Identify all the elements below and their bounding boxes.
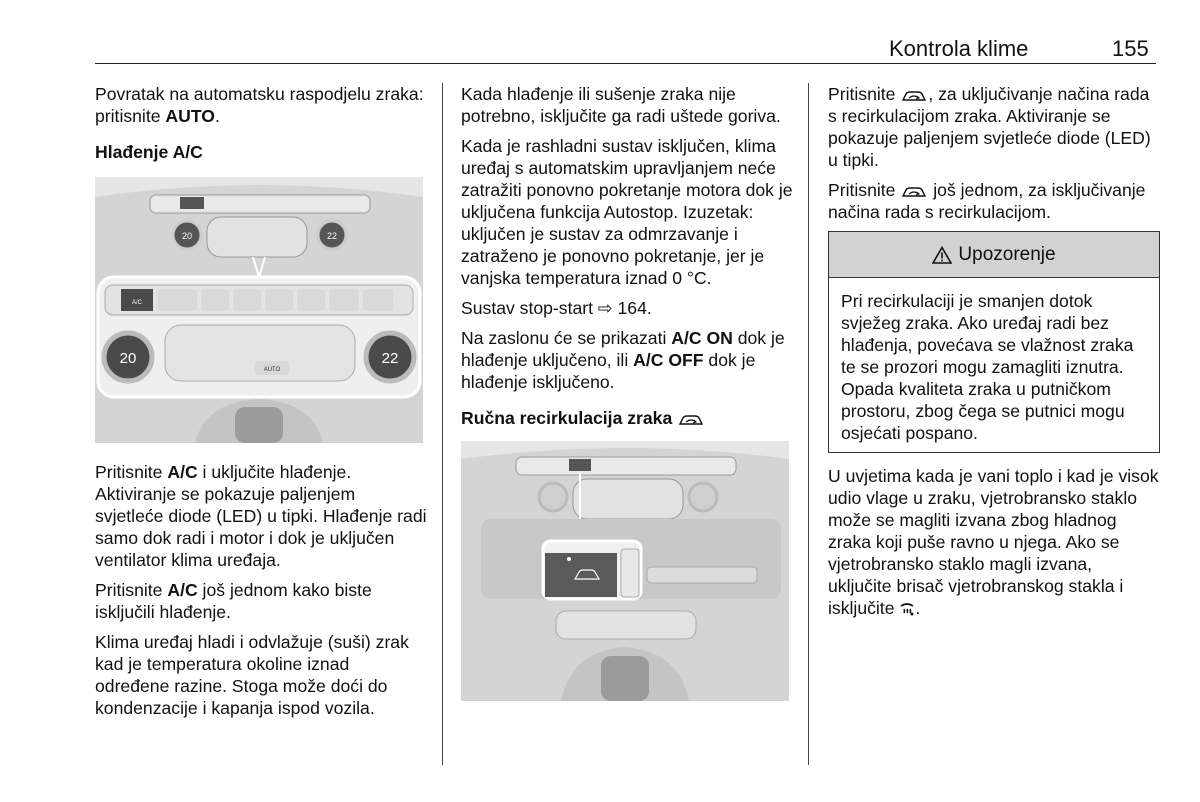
warning-title: Upozorenje <box>958 243 1056 265</box>
warning-header <box>829 232 1159 278</box>
left-temp-small: 20 <box>181 231 193 241</box>
column-2 <box>461 83 793 719</box>
warning-triangle-icon <box>932 246 952 264</box>
right-temp-small: 22 <box>326 231 338 241</box>
recirculation-icon <box>900 185 928 199</box>
column-divider <box>808 83 809 765</box>
windscreen-defrost-icon <box>899 601 915 617</box>
paragraph: Sustav stop-start ⇨ 164. <box>461 298 652 318</box>
paragraph: Pritisnite , za uključivanje načina rada s recirkulacijom zraka. Aktiviranje se pokazuje paljenjem svjetleće diode (LED) u tipki. <box>828 84 1151 170</box>
recirculation-icon <box>677 413 705 427</box>
recirculation-button-image <box>461 441 789 701</box>
paragraph: Kada hlađenje ili sušenje zraka nije potrebno, isključite ga radi uštede goriva. <box>461 84 781 126</box>
auto-button-label: AUTO <box>263 367 281 373</box>
paragraph: U uvjetima kada je vani toplo i kad je visok udio vlage u zraku, vjetrobransko staklo može se magliti izvana zbog hladnog zraka koji puše ravno u njega. Ako se vjetrobransko staklo magli izvana, uključite brisač vjetrobranskog stakla i isključite . <box>828 466 1159 618</box>
paragraph: Pritisnite još jednom, za isključivanje načina rada s recirkulacijom. <box>828 180 1146 222</box>
left-temp-knob: 20 <box>119 350 137 367</box>
page-number: 155 <box>1112 36 1149 61</box>
header-divider <box>95 63 1156 64</box>
column-divider <box>442 83 443 765</box>
warning-text: Pri recirkulaciji je smanjen dotok svježeg zraka. Ako uređaj radi bez hlađenja, povećava se vlažnost zraka te se prozori mogu zamagliti iznutra. Opada kvaliteta zraka u putničkom prostoru, zbog čega se putnici mogu osjećati pospano. <box>841 291 1134 443</box>
paragraph: Kada je rashladni sustav isključen, klima uređaj s automatskim upravljanjem neće zatražiti ponovno pokretanje motora dok je uključena funkcija Autostop. Izuzetak: uključen je sustav za odmrzavanje i zatraženo je ponovno pokretanje, jer je vanjska temperatura iznad 0 °C. <box>461 136 793 288</box>
paragraph: Na zaslonu će se prikazati A/C ON dok je hlađenje uključeno, ili A/C OFF dok je hlađenje isključeno. <box>461 328 785 392</box>
section-title: Kontrola klime <box>889 36 1029 61</box>
column-3 <box>828 83 1160 627</box>
recirculation-icon <box>900 89 928 103</box>
paragraph: Povratak na automatsku raspodjelu zraka: pritisnite AUTO. <box>95 84 424 126</box>
subheading-recirculation: Ručna recirkulacija zraka <box>461 407 793 429</box>
paragraph: Klima uređaj hladi i odvlažuje (suši) zrak kad je temperatura okoline iznad određene razine. Stoga može doći do kondenzacije i kapanja ispod vozila. <box>95 632 409 718</box>
column-1 <box>95 83 427 727</box>
subheading-ac: Hlađenje A/C <box>95 142 203 162</box>
warning-box <box>828 231 1160 453</box>
ac-button-label: A/C <box>131 300 143 306</box>
right-temp-knob: 22 <box>381 350 399 367</box>
climate-control-panel-image <box>95 177 423 443</box>
paragraph: Pritisnite A/C i uključite hlađenje. Aktiviranje se pokazuje paljenjem svjetleće diode (LED) u tipki. Hlađenje radi samo dok radi i motor i dok je uključen ventilator klima uređaja. <box>95 462 427 570</box>
paragraph: Pritisnite A/C još jednom kako biste isključili hlađenje. <box>95 580 372 622</box>
